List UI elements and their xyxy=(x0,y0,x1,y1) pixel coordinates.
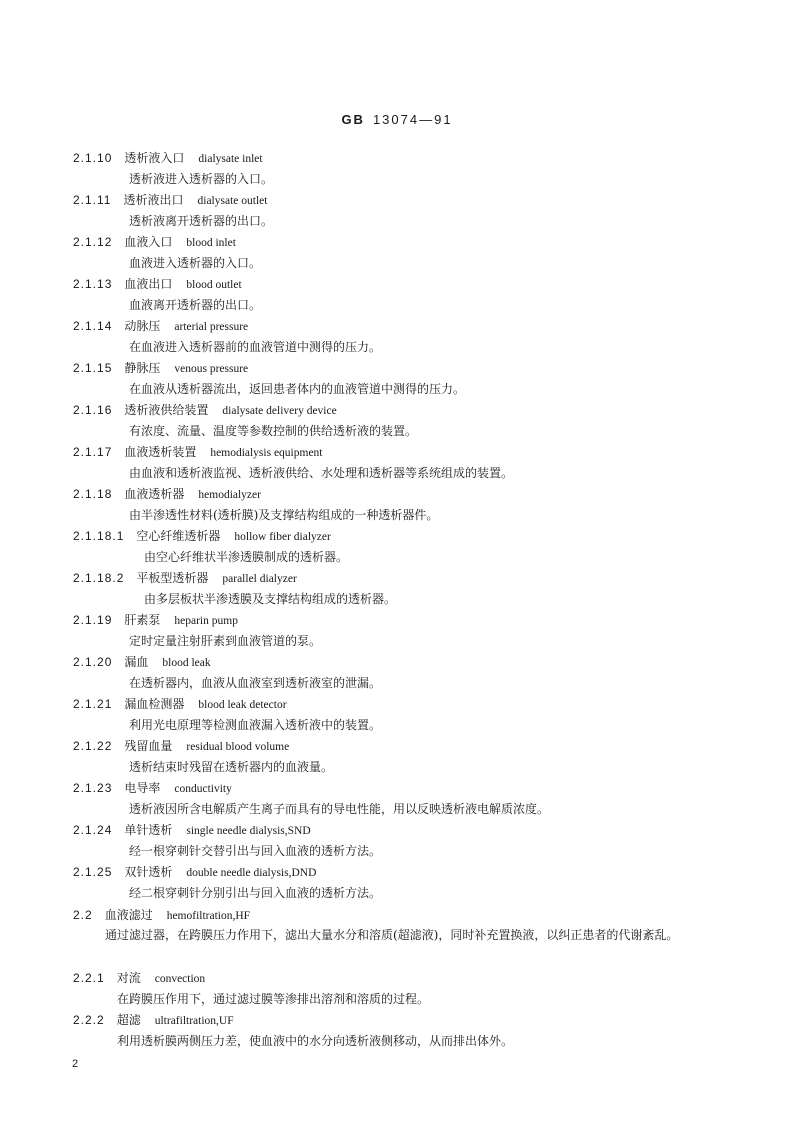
clause-number: 2.1.22 xyxy=(73,739,113,753)
clause-number: 2.1.10 xyxy=(73,151,113,165)
term-definition: 经一根穿刺针交替引出与回入血液的透析方法。 xyxy=(129,844,382,858)
term-entry xyxy=(73,276,242,292)
clause-number: 2.1.23 xyxy=(73,781,113,795)
term-english: hemofiltration,HF xyxy=(166,910,251,922)
clause-number: 2.1.14 xyxy=(73,319,113,333)
term-definition: 由多层板状半渗透膜及支撑结构组成的透析器。 xyxy=(144,592,397,606)
term-entry xyxy=(73,570,297,586)
term-chinese: 肝素泵 xyxy=(124,613,161,627)
term-definition: 由空心纤维状半渗透膜制成的透析器。 xyxy=(144,550,349,564)
clause-number: 2.1.20 xyxy=(73,655,113,669)
term-entry xyxy=(73,444,323,460)
term-english: dialysate inlet xyxy=(198,153,263,165)
term-chinese: 电导率 xyxy=(124,781,161,795)
term-definition: 血液离开透析器的出口。 xyxy=(129,298,262,312)
term-chinese: 空心纤维透析器 xyxy=(136,529,221,543)
term-chinese: 对流 xyxy=(116,971,141,985)
term-definition: 透析液进入透析器的入口。 xyxy=(129,172,274,186)
clause-number: 2.1.19 xyxy=(73,613,113,627)
term-english: ultrafiltration,UF xyxy=(154,1015,234,1027)
term-definition: 有浓度、流量、温度等参数控制的供给透析液的装置。 xyxy=(129,424,418,438)
clause-number: 2.1.18.2 xyxy=(73,571,125,585)
term-chinese: 血液透析装置 xyxy=(124,445,197,459)
term-entry xyxy=(73,612,238,628)
term-chinese: 漏血 xyxy=(124,655,149,669)
term-definition: 透析液离开透析器的出口。 xyxy=(129,214,274,228)
clause-number: 2.1.11 xyxy=(73,193,112,207)
term-chinese: 单针透析 xyxy=(124,823,173,837)
term-entry xyxy=(73,970,205,986)
term-english: arterial pressure xyxy=(174,321,249,333)
term-chinese: 透析液供给装置 xyxy=(124,403,209,417)
term-definition: 透析液因所含电解质产生离子而具有的导电性能，用以反映透析液电解质浓度。 xyxy=(129,802,550,816)
clause-number: 2.1.18.1 xyxy=(73,529,125,543)
section-heading xyxy=(73,907,250,923)
clause-number: 2.2.2 xyxy=(73,1013,105,1027)
term-english: hemodialyzer xyxy=(198,489,261,501)
term-chinese: 透析液出口 xyxy=(123,193,184,207)
page-number: 2 xyxy=(72,1058,79,1070)
term-chinese: 血液出口 xyxy=(124,277,173,291)
term-definition: 经二根穿刺针分别引出与回入血液的透析方法。 xyxy=(129,886,382,900)
term-definition: 由血液和透析液监视、透析液供给、水处理和透析器等系统组成的装置。 xyxy=(129,466,514,480)
term-english: blood leak xyxy=(162,657,211,669)
clause-number: 2.1.15 xyxy=(73,361,113,375)
clause-number: 2.1.13 xyxy=(73,277,113,291)
term-entry xyxy=(73,780,232,796)
term-english: dialysate outlet xyxy=(197,195,268,207)
term-definition: 利用透析膜两侧压力差，使血液中的水分向透析液侧移动，从而排出体外。 xyxy=(117,1034,514,1048)
term-entry xyxy=(73,738,289,754)
term-english: blood inlet xyxy=(186,237,236,249)
term-english: single needle dialysis,SND xyxy=(186,825,311,837)
clause-number: 2.1.24 xyxy=(73,823,113,837)
term-entry xyxy=(73,234,236,250)
term-chinese: 双针透析 xyxy=(124,865,173,879)
term-entry xyxy=(73,1012,234,1028)
term-definition: 透析结束时残留在透析器内的血液量。 xyxy=(129,760,334,774)
term-chinese: 残留血量 xyxy=(124,739,173,753)
term-english: convection xyxy=(154,973,206,985)
term-chinese: 超滤 xyxy=(116,1013,141,1027)
term-english: conductivity xyxy=(174,783,232,795)
term-english: hemodialysis equipment xyxy=(210,447,323,459)
term-entry xyxy=(73,360,248,376)
term-chinese: 静脉压 xyxy=(124,361,161,375)
term-english: heparin pump xyxy=(174,615,238,627)
term-entry xyxy=(73,402,337,418)
term-definition: 在跨膜压作用下，通过滤过膜等渗排出溶剂和溶质的过程。 xyxy=(117,992,430,1006)
term-entry xyxy=(73,486,261,502)
term-entry xyxy=(73,864,316,880)
term-english: dialysate delivery device xyxy=(222,405,337,417)
clause-number: 2.2 xyxy=(73,908,93,922)
term-chinese: 动脉压 xyxy=(124,319,161,333)
clause-number: 2.1.18 xyxy=(73,487,113,501)
standard-code: 13074—91 xyxy=(372,112,453,127)
term-entry xyxy=(73,192,267,208)
term-english: double needle dialysis,DND xyxy=(186,867,317,879)
clause-number: 2.1.17 xyxy=(73,445,113,459)
term-chinese: 血液滤过 xyxy=(104,908,153,922)
clause-number: 2.2.1 xyxy=(73,971,105,985)
term-english: residual blood volume xyxy=(186,741,290,753)
section-definition: 通过滤过器，在跨膜压力作用下，滤出大量水分和溶质(超滤液)，同时补充置换液，以纠正患者的代谢紊乱。 xyxy=(105,928,679,942)
term-chinese: 血液入口 xyxy=(124,235,173,249)
term-english: blood leak detector xyxy=(198,699,287,711)
term-chinese: 透析液入口 xyxy=(124,151,185,165)
term-definition: 在血液进入透析器前的血液管道中测得的压力。 xyxy=(129,340,382,354)
clause-number: 2.1.12 xyxy=(73,235,113,249)
term-chinese: 血液透析器 xyxy=(124,487,185,501)
term-definition: 血液进入透析器的入口。 xyxy=(129,256,262,270)
term-english: venous pressure xyxy=(174,363,249,375)
clause-number: 2.1.21 xyxy=(73,697,113,711)
clause-number: 2.1.25 xyxy=(73,865,113,879)
term-entry xyxy=(73,696,287,712)
standard-prefix: GB xyxy=(341,112,365,127)
term-entry xyxy=(73,654,211,670)
term-chinese: 漏血检测器 xyxy=(124,697,185,711)
term-entry xyxy=(73,318,248,334)
term-definition: 由半渗透性材料(透析膜)及支撑结构组成的一种透析器件。 xyxy=(129,508,439,522)
term-entry xyxy=(73,822,311,838)
term-definition: 在透析器内，血液从血液室到透析液室的泄漏。 xyxy=(129,676,382,690)
term-english: parallel dialyzer xyxy=(222,573,297,585)
term-english: blood outlet xyxy=(186,279,242,291)
term-definition: 利用光电原理等检测血液漏入透析液中的装置。 xyxy=(129,718,382,732)
term-entry xyxy=(73,528,331,544)
clause-number: 2.1.16 xyxy=(73,403,113,417)
term-definition: 在血液从透析器流出，返回患者体内的血液管道中测得的压力。 xyxy=(129,382,466,396)
term-chinese: 平板型透析器 xyxy=(136,571,209,585)
term-entry xyxy=(73,150,263,166)
term-english: hollow fiber dialyzer xyxy=(234,531,331,543)
term-definition: 定时定量注射肝素到血液管道的泵。 xyxy=(129,634,322,648)
